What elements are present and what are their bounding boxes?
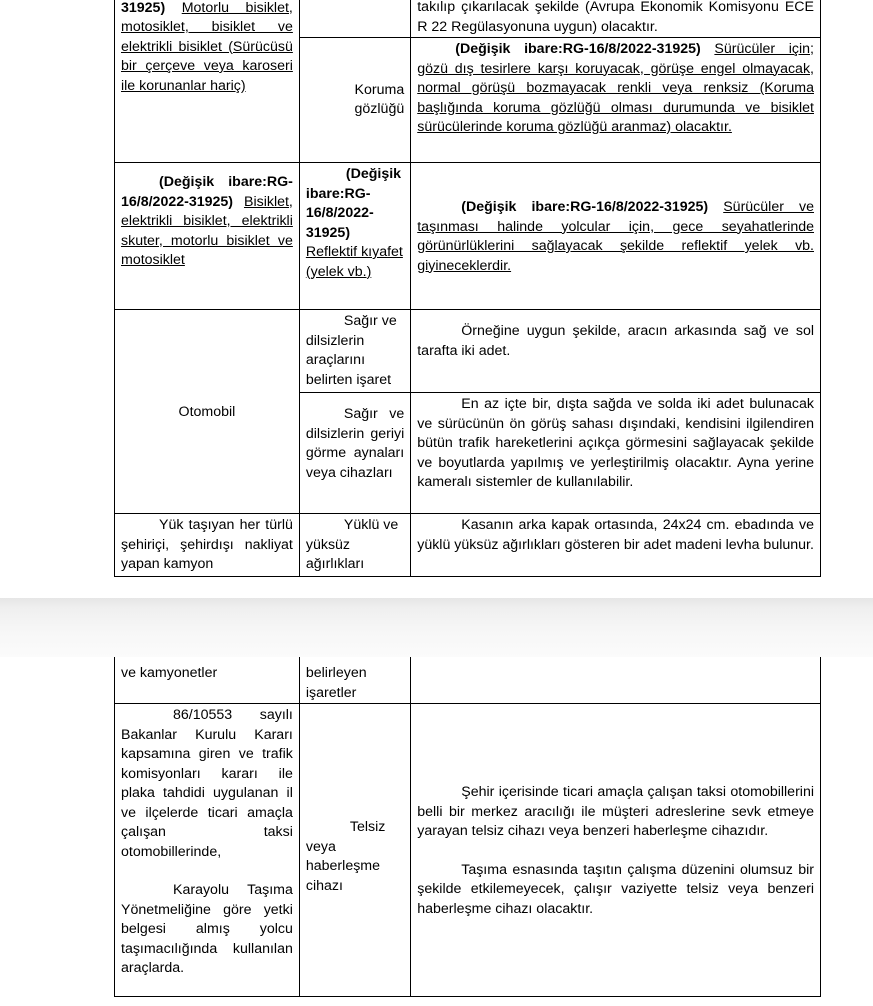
vehicle-type-cell xyxy=(115,704,300,997)
equipment-table-part-1 xyxy=(114,0,821,577)
equipment-name: Sağır ve dilsizlerin araçlarını belirten işaret xyxy=(305,313,397,388)
equipment-cell-weight xyxy=(299,514,410,577)
vehicle-type-cell xyxy=(115,657,300,704)
description-text: Sürücüler ve taşınması halinde yolcular için, gece seyahatlerinde görünürlüklerini sağlayacak şekilde reflektif yelek vb. giyineceklerdir. xyxy=(417,199,814,274)
table-row-vest xyxy=(115,163,821,310)
table-row-truck-continued xyxy=(115,657,821,704)
table-row-taxi xyxy=(115,704,821,997)
description-text: En az içte bir, dışta sağda ve solda iki adet bulunacak ve sürücünün ön görüş sahası dışındaki, kendisini ilgilendiren bütün trafik hareketlerini açıkça görmesini sağlayacak şekilde ve boyutlarda yapılmış ve yerleştirilmiş olacaktır. Ayna yerine kameralı sistemler de kullanılabilir. xyxy=(417,396,814,490)
description-cell-mirror xyxy=(411,393,821,514)
equipment-table-part-2 xyxy=(114,657,821,997)
amendment-note: 31925) xyxy=(121,0,166,16)
description-cell-weight xyxy=(411,514,821,577)
equipment-name: Sağır ve dilsizlerin geriyi görme aynaları veya cihazları xyxy=(305,406,405,481)
table-row-helmet xyxy=(115,0,821,38)
description-cell-sign xyxy=(411,310,821,393)
description-text: Taşıma esnasında taşıtın çalışma düzenini olumsuz bir şekilde etkilemeyecek, çalışır vaziyette telsiz veya benzeri haberleşme cihazı olacaktır. xyxy=(417,861,814,917)
vehicle-type-text: Karayolu Taşıma Yönetmeliğine göre yetki belgesi almış yolcu taşımacılığında kullanılan araçlarda. xyxy=(121,882,293,976)
vehicle-type-text: 86/10553 sayılı Bakanlar Kurulu Kararı kapsamına giren ve trafik komisyonları kararı ile plaka tahdidi uygulanan il ve ilçelerde ticari amaçla çalışan taksi otomobillerinde, xyxy=(121,707,293,860)
description-text: Şehir içerisinde ticari amaçla çalışan taksi otomobillerini belli bir merkez aracılığı ile müşteri adreslerine sevk etmeye yarayan telsiz cihazı veya benzeri haberleşme cihazıdır. xyxy=(417,784,814,839)
table-row-truck xyxy=(115,514,821,577)
vehicle-type-cell xyxy=(115,310,300,514)
table-row-car-sign xyxy=(115,310,821,393)
vehicle-type-cell xyxy=(115,163,300,310)
description-cell-radio xyxy=(411,704,821,997)
equipment-cell-goggle xyxy=(299,38,410,163)
amendment-note: (Değişik ibare:RG-16/8/2022-31925) xyxy=(455,41,701,57)
vehicle-type-text: ve kamyonetler xyxy=(121,665,218,681)
equipment-name: Koruma gözlüğü xyxy=(354,81,405,117)
description-cell-weight xyxy=(411,657,821,704)
amendment-note: (Değişik ibare:RG-16/8/2022-31925) xyxy=(121,174,293,210)
description-cell-vest xyxy=(411,163,821,310)
equipment-name: Yüklü ve yüksüz ağırlıkları xyxy=(305,517,399,572)
equipment-name: Telsiz veya haberleşme cihazı xyxy=(305,819,386,894)
vehicle-type-text: Yük taşıyan her türlü şehiriçi, şehirdışı nakliyat yapan kamyon xyxy=(121,517,293,572)
description-cell-goggle xyxy=(411,38,821,163)
page-separator xyxy=(0,598,873,657)
vehicle-type-cell xyxy=(115,514,300,577)
amendment-note: (Değişik ibare:RG-16/8/2022-31925) xyxy=(461,199,709,215)
description-text: Örneğine uygun şekilde, aracın arkasında sağ ve sol tarafta iki adet. xyxy=(417,323,814,359)
vehicle-type-cell xyxy=(115,0,300,163)
document-page-2 xyxy=(0,657,873,1006)
vehicle-type-text: Bisiklet, elektrikli bisiklet, elektrikli skuter, motorlu bisiklet ve motosiklet xyxy=(121,193,293,268)
equipment-cell-radio xyxy=(299,704,410,997)
equipment-cell-sign xyxy=(299,310,410,393)
description-text: Kasanın arka kapak ortasında, 24x24 cm. ebadında ve yüklü yüksüz ağırlıkları gösteren bir adet madeni levha bulunur. xyxy=(417,517,814,553)
vehicle-type-text: Otomobil xyxy=(178,403,236,420)
equipment-cell-vest xyxy=(299,163,410,310)
equipment-cell-weight xyxy=(299,657,410,704)
amendment-note: (Değişik ibare:RG-16/8/2022-31925) xyxy=(305,166,402,241)
description-text: Sürücüler için; gözü dış tesirlere karşı koruyacak, görüşe engel olmayacak, normal görüşü bozmayacak renkli veya renksiz (Koruma başlığında koruma gözlüğü olması durumunda ve bisiklet sürücülerinde koruma gözlüğü aranmaz) olacaktır. xyxy=(417,41,814,135)
equipment-name: Reflektif kıyafet (yelek vb.) xyxy=(305,244,403,280)
equipment-name: belirleyen işaretler xyxy=(305,665,367,701)
equipment-cell-mirror xyxy=(299,393,410,514)
description-cell-helmet xyxy=(411,0,821,38)
equipment-cell-helmet xyxy=(299,0,410,38)
description-text: takılıp çıkarılacak şekilde (Avrupa Ekonomik Komisyonu ECE R 22 Regülasyonuna uygun) olacaktır. xyxy=(417,0,814,35)
vehicle-type-text: Motorlu bisiklet, motosiklet, bisiklet ve elektrikli bisiklet (Sürücüsü bir çerçeve veya karoseri ile korunanlar hariç) xyxy=(121,0,293,94)
